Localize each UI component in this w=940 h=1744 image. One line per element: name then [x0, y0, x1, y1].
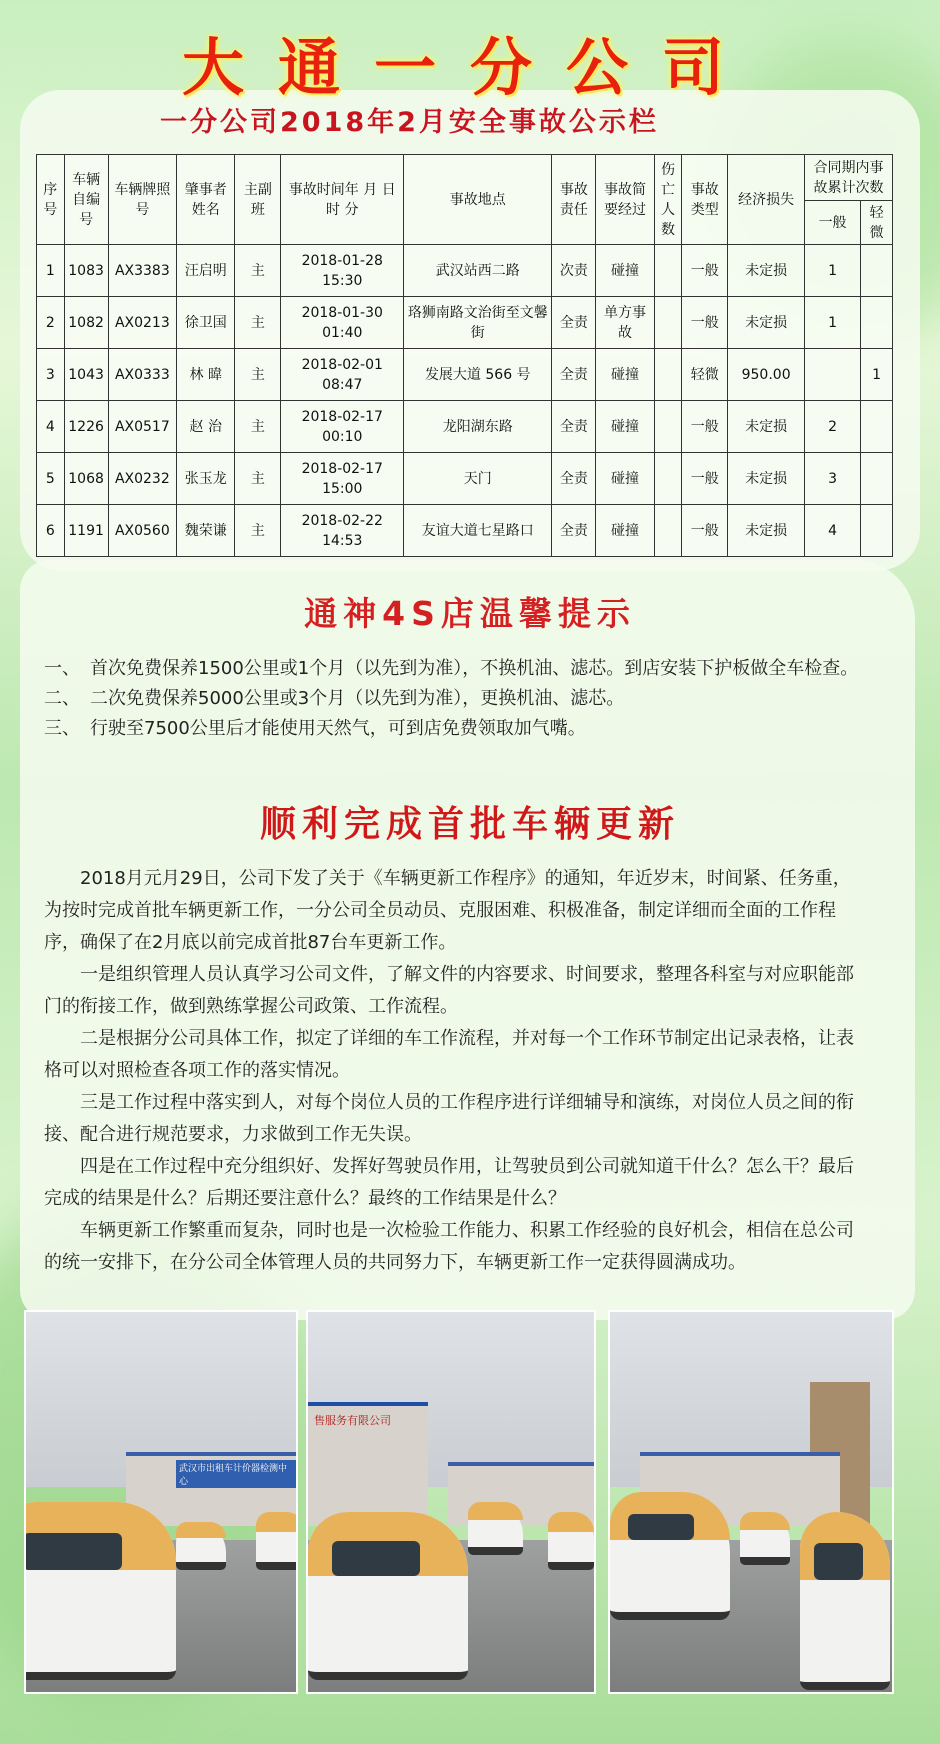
cell-vehicle-no: 1226 — [64, 401, 108, 453]
cell-summary: 碰撞 — [596, 245, 654, 297]
cell-driver: 张玉龙 — [177, 453, 235, 505]
table-row — [37, 401, 893, 453]
cell-cum-general: 3 — [804, 453, 860, 505]
cell-summary: 碰撞 — [596, 453, 654, 505]
cell-cum-general: 2 — [804, 401, 860, 453]
tip-text: 首次免费保养1500公里或1个月（以先到为准），不换机油、滤芯。到店安装下护板做全车检查。 — [90, 658, 859, 679]
cell-clock: 15:30 — [322, 272, 363, 289]
cell-cum-minor — [861, 297, 893, 349]
table-row — [37, 245, 893, 297]
cell-casualties — [654, 297, 682, 349]
cell-date: 2018-01-28 — [301, 252, 383, 269]
cell-cum-general: 1 — [804, 245, 860, 297]
cell-time — [281, 453, 404, 505]
cell-type: 一般 — [682, 453, 728, 505]
cell-time — [281, 505, 404, 557]
cell-summary: 碰撞 — [596, 401, 654, 453]
cell-vehicle-no: 1191 — [64, 505, 108, 557]
cell-cum-general — [804, 349, 860, 401]
cell-plate: AX0560 — [108, 505, 177, 557]
cell-date: 2018-02-17 — [301, 460, 383, 477]
accident-table-body — [37, 245, 893, 557]
col-seq: 序号 — [37, 155, 65, 245]
cell-vehicle-no: 1068 — [64, 453, 108, 505]
cell-plate: AX0517 — [108, 401, 177, 453]
cell-type: 轻微 — [682, 349, 728, 401]
photo-2 — [306, 1310, 596, 1694]
col-plate: 车辆牌照号 — [108, 155, 177, 245]
cell-vehicle-no: 1083 — [64, 245, 108, 297]
cell-location: 珞狮南路文治街至文馨街 — [404, 297, 552, 349]
cell-summary: 碰撞 — [596, 505, 654, 557]
cell-cum-minor — [861, 245, 893, 297]
article-paragraph: 二是根据分公司具体工作，拟定了详细的车工作流程，并对每一个工作环节制定出记录表格，让表格可以对照检查各项工作的落实情况。 — [44, 1028, 854, 1081]
cell-summary: 碰撞 — [596, 349, 654, 401]
table-row — [37, 297, 893, 349]
col-responsibility: 事故责任 — [552, 155, 596, 245]
cell-cum-minor — [861, 401, 893, 453]
col-location: 事故地点 — [404, 155, 552, 245]
cell-shift: 主 — [235, 401, 281, 453]
cell-plate: AX0232 — [108, 453, 177, 505]
cell-plate: AX3383 — [108, 245, 177, 297]
cell-shift: 主 — [235, 245, 281, 297]
cell-seq: 3 — [37, 349, 65, 401]
cell-location: 友谊大道七星路口 — [404, 505, 552, 557]
page-subtitle: 一分公司2018年2月安全事故公示栏 — [160, 107, 659, 138]
cell-responsibility: 次责 — [552, 245, 596, 297]
cell-casualties — [654, 245, 682, 297]
table-row — [37, 349, 893, 401]
cell-loss: 未定损 — [728, 297, 805, 349]
tip-item — [44, 654, 894, 684]
tip-item — [44, 684, 894, 714]
photo-sign: 售服务有限公司 — [314, 1414, 391, 1427]
cell-loss: 未定损 — [728, 245, 805, 297]
cell-type: 一般 — [682, 245, 728, 297]
cell-shift: 主 — [235, 349, 281, 401]
cell-casualties — [654, 453, 682, 505]
cell-location: 天门 — [404, 453, 552, 505]
article-paragraph: 一是组织管理人员认真学习公司文件，了解文件的内容要求、时间要求，整理各科室与对应职能部门的衔接工作，做到熟练掌握公司政策、工作流程。 — [44, 964, 854, 1017]
cell-vehicle-no: 1043 — [64, 349, 108, 401]
col-driver: 肇事者姓名 — [177, 155, 235, 245]
cell-summary: 单方事故 — [596, 297, 654, 349]
col-cum-general: 一般 — [804, 201, 860, 245]
cell-cum-general: 1 — [804, 297, 860, 349]
article-paragraph: 2018月元月29日，公司下发了关于《车辆更新工作程序》的通知，年近岁末，时间紧、任务重，为按时完成首批车辆更新工作，一分公司全员动员、克服困难、积极准备，制定详细而全面的工作程序，确保了在2月底以前完成首批87台车更新工作。 — [44, 868, 851, 953]
cell-responsibility: 全责 — [552, 401, 596, 453]
cell-type: 一般 — [682, 401, 728, 453]
cell-clock: 01:40 — [322, 324, 363, 341]
col-time: 事故时间年 月 日 时 分 — [281, 155, 404, 245]
col-loss: 经济损失 — [728, 155, 805, 245]
article-heading: 顺利完成首批车辆更新 — [259, 804, 680, 845]
cell-casualties — [654, 349, 682, 401]
photo-1 — [24, 1310, 298, 1694]
cell-loss: 950.00 — [728, 349, 805, 401]
tip-number: 三、 — [44, 718, 80, 739]
cell-time — [281, 245, 404, 297]
col-summary: 事故简要经过 — [596, 155, 654, 245]
cell-casualties — [654, 401, 682, 453]
cell-cum-minor — [861, 453, 893, 505]
cell-loss: 未定损 — [728, 505, 805, 557]
cell-type: 一般 — [682, 505, 728, 557]
cell-loss: 未定损 — [728, 401, 805, 453]
cell-seq: 6 — [37, 505, 65, 557]
tips-list — [44, 654, 894, 744]
cell-type: 一般 — [682, 297, 728, 349]
article-paragraph: 三是工作过程中落实到人，对每个岗位人员的工作程序进行详细辅导和演练，对岗位人员之间的衔接、配合进行规范要求，力求做到工作无失误。 — [44, 1092, 854, 1145]
page-title: 大通一分公司 — [181, 31, 758, 104]
table-row — [37, 453, 893, 505]
cell-responsibility: 全责 — [552, 349, 596, 401]
cell-seq: 5 — [37, 453, 65, 505]
tip-item — [44, 714, 894, 744]
article-paragraph: 车辆更新工作繁重而复杂，同时也是一次检验工作能力、积累工作经验的良好机会，相信在总公司的统一安排下，在分公司全体管理人员的共同努力下，车辆更新工作一定获得圆满成功。 — [44, 1220, 854, 1273]
cell-loss: 未定损 — [728, 453, 805, 505]
photo-3 — [608, 1310, 894, 1694]
cell-clock: 15:00 — [322, 480, 363, 497]
cell-clock: 08:47 — [322, 376, 363, 393]
cell-date: 2018-02-22 — [301, 512, 383, 529]
article-body — [44, 863, 856, 1279]
cell-time — [281, 401, 404, 453]
cell-driver: 汪启明 — [177, 245, 235, 297]
cell-shift: 主 — [235, 453, 281, 505]
cell-driver: 魏荣谦 — [177, 505, 235, 557]
cell-clock: 00:10 — [322, 428, 363, 445]
cell-cum-minor: 1 — [861, 349, 893, 401]
col-cumulative: 合同期内事故累计次数 — [804, 155, 892, 201]
photo-sign: 武汉市出租车计价器检测中心 — [176, 1460, 296, 1488]
cell-driver: 赵 治 — [177, 401, 235, 453]
tips-heading: 通神4S店温馨提示 — [304, 594, 636, 633]
cell-shift: 主 — [235, 297, 281, 349]
cell-cum-general: 4 — [804, 505, 860, 557]
cell-shift: 主 — [235, 505, 281, 557]
col-shift: 主副班 — [235, 155, 281, 245]
cell-responsibility: 全责 — [552, 453, 596, 505]
tip-number: 一、 — [44, 658, 80, 679]
col-vehicle-no: 车辆自编号 — [64, 155, 108, 245]
cell-plate: AX0333 — [108, 349, 177, 401]
cell-seq: 2 — [37, 297, 65, 349]
cell-casualties — [654, 505, 682, 557]
cell-date: 2018-01-30 — [301, 304, 383, 321]
tip-text: 行驶至7500公里后才能使用天然气，可到店免费领取加气嘴。 — [90, 718, 586, 739]
cell-time — [281, 297, 404, 349]
col-type: 事故类型 — [682, 155, 728, 245]
cell-vehicle-no: 1082 — [64, 297, 108, 349]
cell-responsibility: 全责 — [552, 505, 596, 557]
cell-location: 发展大道 566 号 — [404, 349, 552, 401]
table-row — [37, 505, 893, 557]
cell-responsibility: 全责 — [552, 297, 596, 349]
cell-location: 龙阳湖东路 — [404, 401, 552, 453]
cell-driver: 林 暐 — [177, 349, 235, 401]
cell-seq: 4 — [37, 401, 65, 453]
cell-driver: 徐卫国 — [177, 297, 235, 349]
cell-time — [281, 349, 404, 401]
cell-clock: 14:53 — [322, 532, 363, 549]
col-casualties: 伤亡人数 — [654, 155, 682, 245]
col-cum-minor: 轻微 — [861, 201, 893, 245]
tip-text: 二次免费保养5000公里或3个月（以先到为准），更换机油、滤芯。 — [90, 688, 625, 709]
cell-date: 2018-02-17 — [301, 408, 383, 425]
cell-cum-minor — [861, 505, 893, 557]
cell-location: 武汉站西二路 — [404, 245, 552, 297]
article-paragraph: 四是在工作过程中充分组织好、发挥好驾驶员作用，让驾驶员到公司就知道干什么？怎么干？最后完成的结果是什么？后期还要注意什么？最终的工作结果是什么？ — [44, 1156, 854, 1209]
cell-date: 2018-02-01 — [301, 356, 383, 373]
accident-table — [36, 154, 893, 557]
tip-number: 二、 — [44, 688, 80, 709]
cell-seq: 1 — [37, 245, 65, 297]
cell-plate: AX0213 — [108, 297, 177, 349]
